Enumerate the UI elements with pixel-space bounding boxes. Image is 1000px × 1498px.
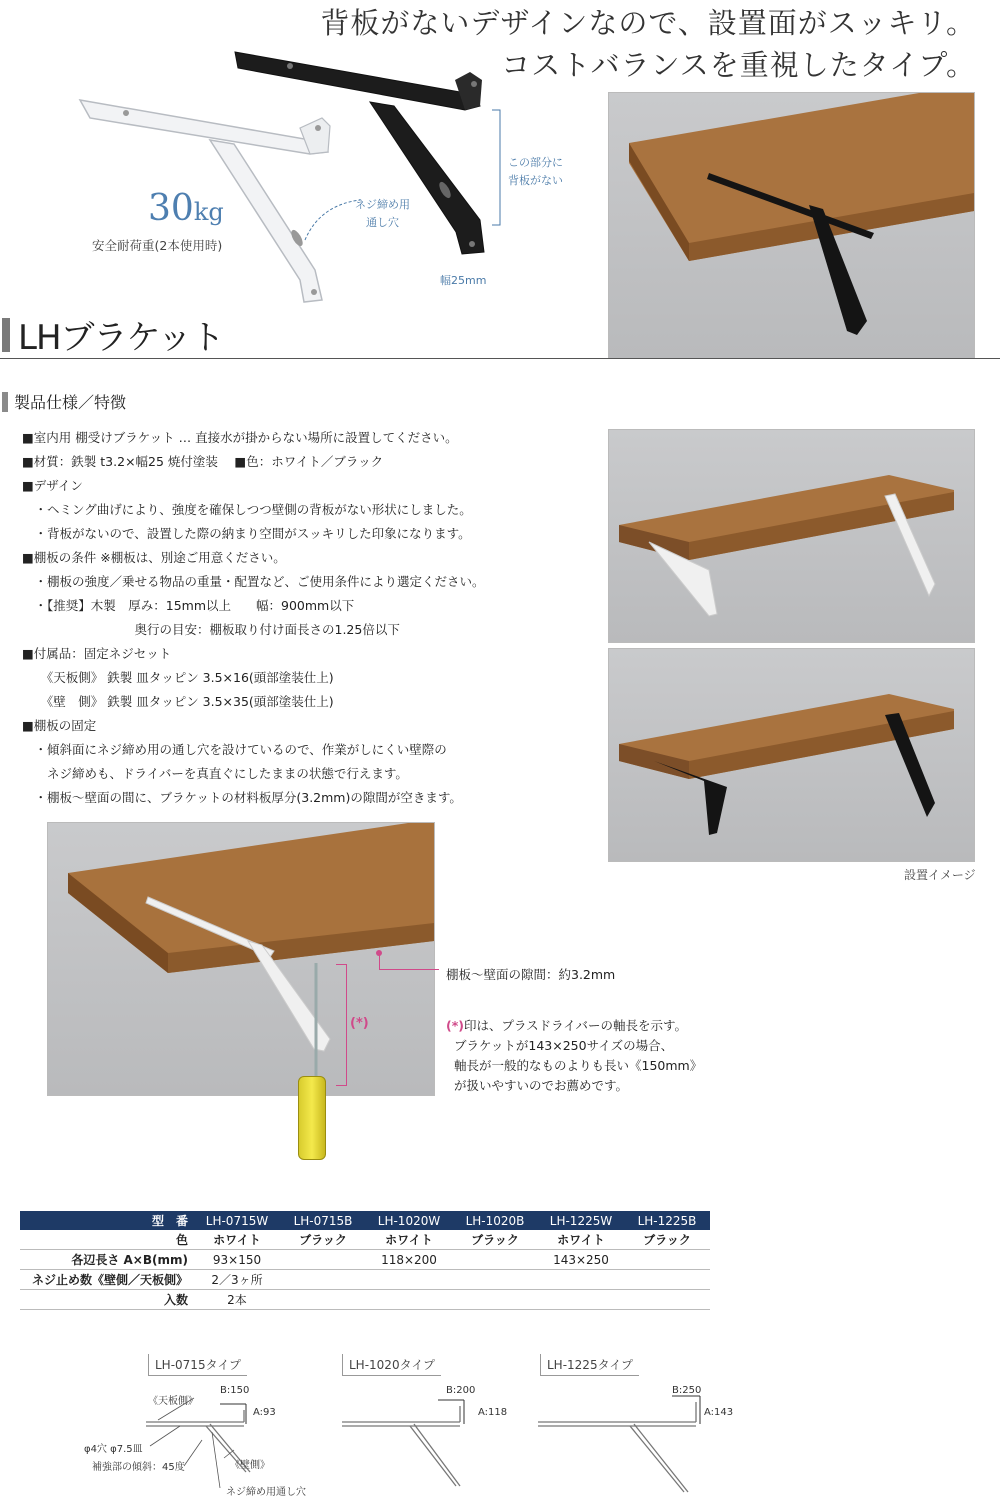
diagram-b-1020: B:200 <box>446 1385 476 1396</box>
width-note: 幅25mm <box>440 274 487 287</box>
spec-line: ■付属品：固定ネジセット <box>22 646 172 661</box>
spec-line: 《天板側》 鉄製 皿タッピン 3.5×16(頭部塗装仕上) <box>22 670 334 685</box>
spec-line: 《壁 側》 鉄製 皿タッピン 3.5×35(頭部塗装仕上) <box>22 694 334 709</box>
table-row-qty <box>20 1290 710 1310</box>
install-photo-black-drawing <box>609 649 974 861</box>
section-bar <box>2 392 8 412</box>
no-back-note <box>508 154 563 190</box>
size-cell-empty <box>624 1250 710 1270</box>
spec-line: ■デザイン <box>22 478 83 493</box>
spec-line: ・【推奨】木製 厚み：15mm以上 幅：900mm以下 <box>22 598 355 613</box>
install-photo-white <box>608 429 975 643</box>
label-wall-side: 《壁側》 <box>230 1460 270 1471</box>
screws-label: ネジ止め数《壁側／天板側》 <box>20 1270 194 1290</box>
diagram-0715-dims <box>220 1404 246 1424</box>
model-cell: LH-0715B <box>280 1211 366 1230</box>
spec-line: ■棚板の固定 <box>22 718 97 733</box>
screwdriver-handle-icon <box>298 1076 326 1160</box>
size-cell-empty <box>280 1250 366 1270</box>
spec-line: ■棚板の条件 ※棚板は、別途ご用意ください。 <box>22 550 286 565</box>
size-cell: 143×250 <box>538 1250 624 1270</box>
driver-photo <box>47 822 435 1096</box>
color-cell: ブラック <box>624 1230 710 1250</box>
size-cell: 93×150 <box>194 1250 280 1270</box>
label-top-side: 《天板側》 <box>148 1396 198 1407</box>
load-capacity-unit: kg <box>193 198 224 226</box>
gap-leader-line-horizontal <box>379 969 439 970</box>
diagram-1225-shape <box>538 1402 696 1492</box>
bracket-dimension-diagrams <box>140 1380 1000 1498</box>
divider <box>0 358 1000 359</box>
model-cell: LH-0715W <box>194 1211 280 1230</box>
no-back-note-line-1: この部分に <box>508 156 563 169</box>
gap-note: 棚板～壁面の隙間：約3.2mm <box>446 967 616 982</box>
spec-list <box>22 426 485 810</box>
label-slope: 補強部の傾斜：45度 <box>92 1462 185 1473</box>
size-cell: 118×200 <box>366 1250 452 1270</box>
diagram-b-0715: B:150 <box>220 1385 250 1396</box>
screws-cell-empty <box>280 1270 710 1290</box>
diagram-b-1225: B:250 <box>672 1385 702 1396</box>
screw-hole-note <box>355 196 410 232</box>
table-row-models <box>20 1211 710 1230</box>
no-back-note-line-2: 背板がない <box>508 174 563 187</box>
model-cell: LH-1020W <box>366 1211 452 1230</box>
hero-shelf-photo <box>608 92 975 359</box>
shaft-length-bracket <box>336 964 347 1086</box>
spec-line: ・棚板～壁面の間に、ブラケットの材料板厚分(3.2mm)の隙間が空きます。 <box>22 790 462 805</box>
section-title: 製品仕様／特徴 <box>14 393 127 412</box>
diagram-title-1225: LH-1225タイプ <box>540 1354 639 1376</box>
driver-note-line-4: が扱いやすいのでお薦めです。 <box>454 1078 629 1093</box>
color-label: 色 <box>20 1230 194 1250</box>
driver-note-line-2: ブラケットが143×250サイズの場合、 <box>454 1038 674 1053</box>
install-photo-black <box>608 648 975 862</box>
spec-line: ネジ締めも、ドライバーを真直ぐにしたままの状態で行えます。 <box>22 766 408 781</box>
model-cell: LH-1020B <box>452 1211 538 1230</box>
diagram-a-1225: A:143 <box>704 1407 734 1418</box>
color-cell: ブラック <box>452 1230 538 1250</box>
spec-line: ・棚板の強度／乗せる物品の重量・配置など、ご使用条件により選定ください。 <box>22 574 485 589</box>
spec-line: ■室内用 棚受けブラケット … 直接水が掛からない場所に設置してください。 <box>22 430 458 445</box>
color-cell: ブラック <box>280 1230 366 1250</box>
headline-line-2: コストバランスを重視したタイプ。 <box>501 48 976 82</box>
load-capacity-caption: 安全耐荷重(2本使用時) <box>92 238 223 253</box>
product-title: LHブラケット <box>18 318 224 358</box>
model-cell: LH-1225W <box>538 1211 624 1230</box>
color-cell: ホワイト <box>538 1230 624 1250</box>
color-cell: ホワイト <box>194 1230 280 1250</box>
spec-line: 奥行の目安：棚板取り付け面長さの1.25倍以下 <box>22 622 400 637</box>
color-cell: ホワイト <box>366 1230 452 1250</box>
load-capacity-number: 30 <box>148 188 194 229</box>
spec-table <box>20 1211 710 1310</box>
hero-brackets-illustration <box>60 40 520 310</box>
driver-note <box>446 1016 702 1096</box>
diagram-a-0715: A:93 <box>253 1407 276 1418</box>
model-cell: LH-1225B <box>624 1211 710 1230</box>
diagram-title-1020: LH-1020タイプ <box>342 1354 441 1376</box>
spec-line: ・傾斜面にネジ締め用の通し穴を設けているので、作業がしにくい壁際の <box>22 742 447 757</box>
spec-line: ・ヘミング曲げにより、強度を確保しつつ壁側の背板がない形状にしました。 <box>22 502 472 517</box>
qty-label: 入数 <box>20 1290 194 1310</box>
diagram-1020-shape <box>342 1406 460 1486</box>
driver-note-mark: (*) <box>446 1018 464 1033</box>
load-capacity <box>148 188 224 229</box>
qty-cell-empty <box>280 1290 710 1310</box>
table-header-label: 型 番 <box>20 1211 194 1230</box>
spec-line: ・背板がないので、設置した際の納まり空間がスッキリした印象になります。 <box>22 526 471 541</box>
asterisk-label: (*) <box>350 1016 369 1031</box>
screw-hole-note-line-2: 通し穴 <box>366 216 399 229</box>
size-label: 各辺長さ A×B(mm) <box>20 1250 194 1270</box>
headline-line-1: 背板がないデザインなので、設置面がスッキリ。 <box>320 6 976 40</box>
size-cell-empty <box>452 1250 538 1270</box>
table-row-sizes <box>20 1250 710 1270</box>
diagram-title-0715: LH-0715タイプ <box>148 1354 247 1376</box>
table-row-screws <box>20 1270 710 1290</box>
install-caption: 設置イメージ <box>904 868 976 882</box>
qty-cell: 2本 <box>194 1290 280 1310</box>
driver-note-line-3: 軸長が一般的なものよりも長い《150mm》 <box>454 1058 703 1073</box>
screw-hole-note-line-1: ネジ締め用 <box>355 198 410 211</box>
table-row-colors <box>20 1230 710 1250</box>
driver-photo-drawing <box>48 823 434 1095</box>
diagram-a-1020: A:118 <box>478 1407 508 1418</box>
label-holes: φ4穴 φ7.5皿 <box>84 1444 143 1455</box>
driver-note-line-1: 印は、プラスドライバーの軸長を示す。 <box>463 1018 687 1033</box>
title-bar <box>2 318 10 352</box>
hero-shelf-photo-drawing <box>609 93 974 358</box>
screws-cell: 2／3ヶ所 <box>194 1270 280 1290</box>
label-screw-hole: ネジ締め用通し穴 <box>226 1487 306 1498</box>
gap-marker-dot <box>376 950 382 956</box>
spec-line: ■材質：鉄製 t3.2×幅25 焼付塗装 ■色：ホワイト／ブラック <box>22 454 384 469</box>
install-photo-white-drawing <box>609 430 974 642</box>
